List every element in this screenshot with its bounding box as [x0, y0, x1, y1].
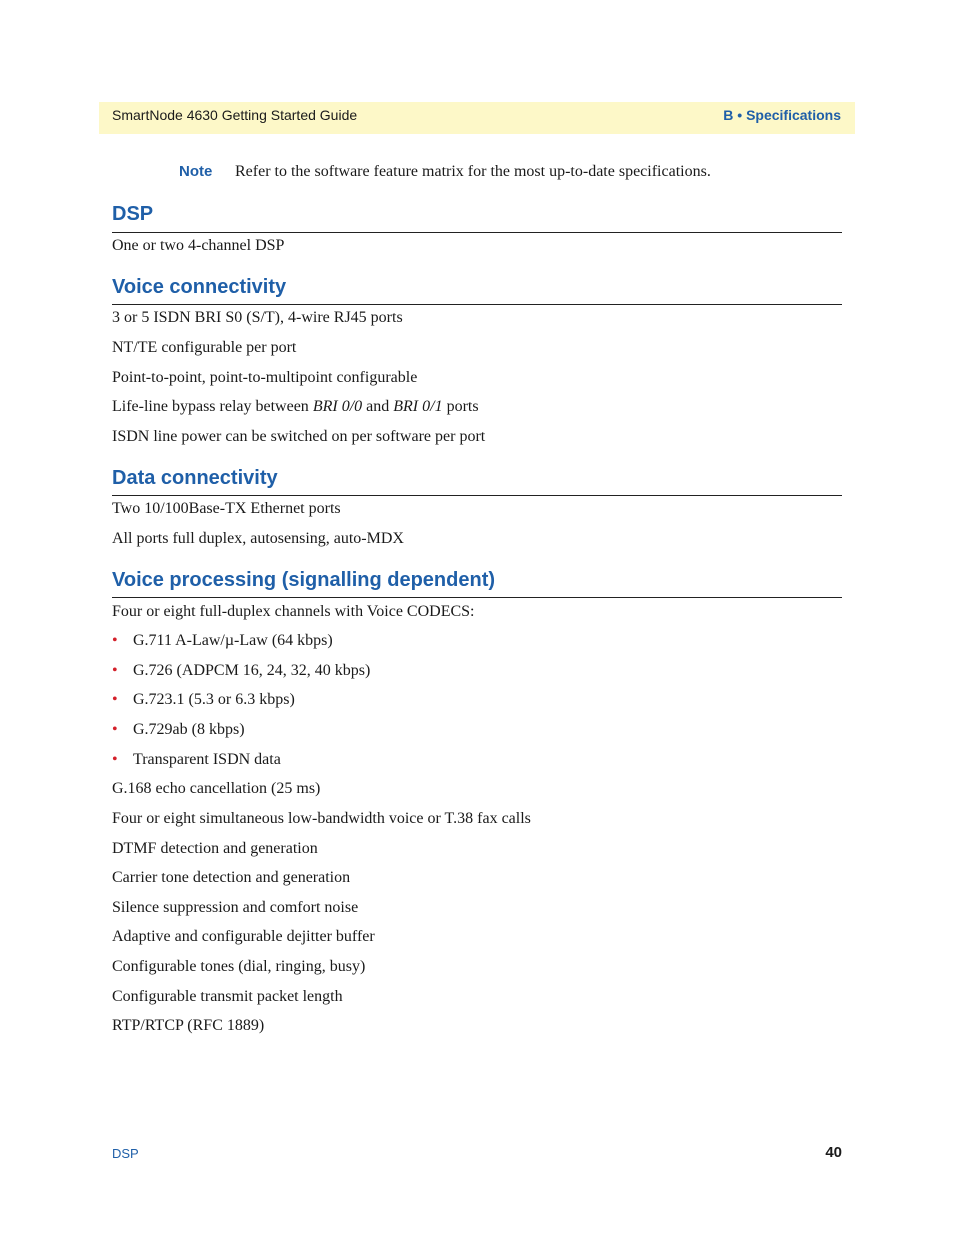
bullet-icon: • [112, 751, 118, 768]
list-item: Carrier tone detection and generation [112, 869, 351, 886]
note-label: Note [179, 163, 213, 180]
list-item: G.168 echo cancellation (25 ms) [112, 780, 321, 797]
list-item-lifeline [112, 398, 479, 416]
lifeline-text: ports [442, 398, 479, 415]
list-intro: Four or eight full-duplex channels with Voice CODECS: [112, 603, 475, 620]
note-block [179, 163, 849, 181]
section-title-dsp: DSP [112, 203, 154, 225]
list-item: 3 or 5 ISDN BRI S0 (S/T), 4-wire RJ45 ports [112, 309, 403, 326]
codec-item [112, 662, 370, 680]
list-item: Point-to-point, point-to-multipoint configurable [112, 369, 418, 386]
header-guide-title: SmartNode 4630 Getting Started Guide [112, 107, 358, 123]
list-item: RTP/RTCP (RFC 1889) [112, 1017, 265, 1034]
section-rule [112, 304, 842, 305]
bullet-icon: • [112, 691, 118, 708]
list-item: ISDN line power can be switched on per software per port [112, 428, 486, 445]
list-item: Adaptive and configurable dejitter buffer [112, 928, 375, 945]
section-title-voice-processing: Voice processing (signalling dependent) [112, 569, 496, 591]
list-item: All ports full duplex, autosensing, auto-MDX [112, 530, 404, 547]
list-item: NT/TE configurable per port [112, 339, 297, 356]
section-title-voice-connectivity: Voice connectivity [112, 276, 287, 298]
list-item: One or two 4-channel DSP [112, 237, 285, 254]
bullet-icon: • [112, 721, 118, 738]
codec-label: G.711 A-Law/µ-Law (64 kbps) [133, 632, 333, 649]
section-rule [112, 495, 842, 496]
running-header [99, 102, 855, 134]
port-name: BRI 0/0 [312, 398, 363, 415]
bullet-icon: • [112, 632, 118, 649]
section-rule [112, 232, 842, 233]
codec-label: Transparent ISDN data [133, 751, 281, 768]
lifeline-text: and [362, 398, 394, 415]
bullet-icon: • [112, 662, 118, 679]
codec-item [112, 632, 333, 650]
codec-label: G.729ab (8 kbps) [133, 721, 245, 738]
list-item: Four or eight simultaneous low-bandwidth voice or T.38 fax calls [112, 810, 531, 827]
page-number: 40 [825, 1144, 842, 1161]
header-chapter: B • Specifications [723, 107, 841, 123]
note-text: Refer to the software feature matrix for the most up-to-date specifications. [235, 163, 711, 180]
port-name: BRI 0/1 [393, 398, 443, 415]
list-item: Configurable tones (dial, ringing, busy) [112, 958, 366, 975]
section-title-data-connectivity: Data connectivity [112, 467, 278, 489]
codec-label: G.723.1 (5.3 or 6.3 kbps) [133, 691, 295, 708]
list-item: Configurable transmit packet length [112, 988, 343, 1005]
lifeline-text: Life-line bypass relay between [112, 398, 313, 415]
list-item: Silence suppression and comfort noise [112, 899, 359, 916]
list-item: Two 10/100Base-TX Ethernet ports [112, 500, 341, 517]
codec-item [112, 721, 245, 739]
codec-item [112, 691, 295, 709]
codec-label: G.726 (ADPCM 16, 24, 32, 40 kbps) [133, 662, 371, 679]
section-rule [112, 597, 842, 598]
footer-section-name: DSP [112, 1146, 139, 1161]
list-item: DTMF detection and generation [112, 840, 318, 857]
codec-item [112, 751, 281, 769]
